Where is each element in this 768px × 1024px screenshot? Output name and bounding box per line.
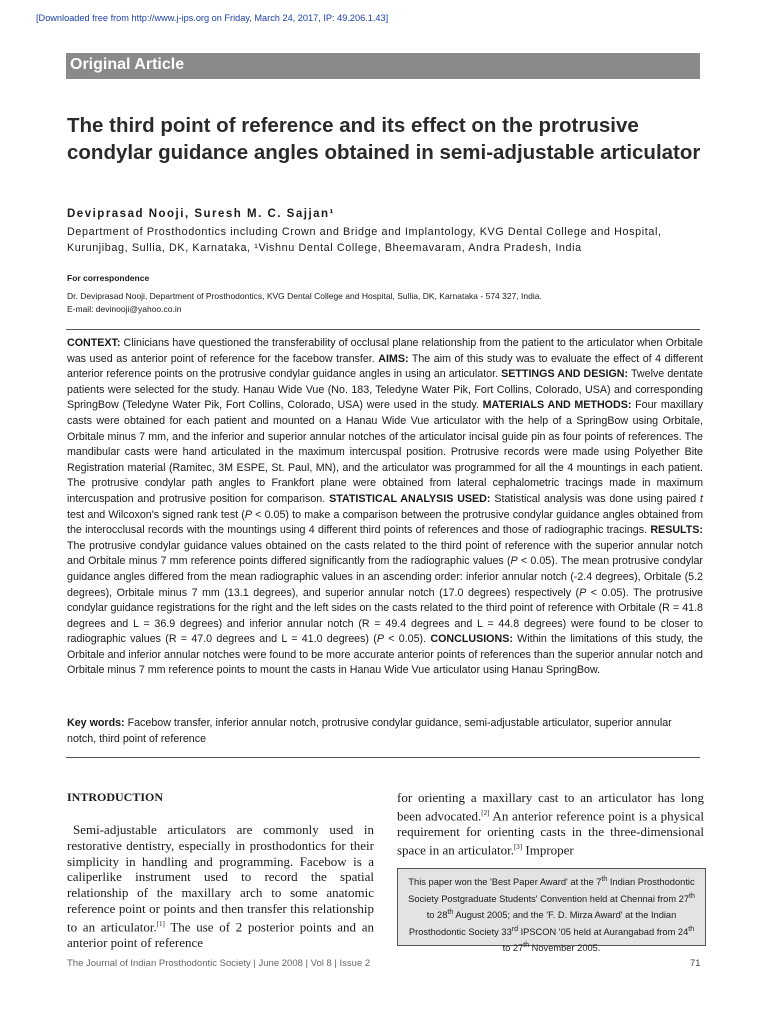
award-sup-d: rd [511, 925, 518, 933]
award-sup-c: th [447, 909, 454, 917]
award-text-a: This paper won the 'Best Paper Award' at the 7 [408, 877, 602, 888]
authors: Deviprasad Nooji, Suresh M. C. Sajjan¹ [67, 208, 335, 220]
abstract-bottom-rule [66, 757, 700, 758]
results-p2: P [579, 586, 587, 599]
section-banner [66, 53, 700, 79]
results-p3: P [376, 633, 384, 646]
award-text-g: November 2005. [529, 943, 601, 954]
results-text: The protrusive condylar guidance values obtained on the casts related to the third point of reference with the superior annular notch and Orbitale minus 7 mm reference points differed significantly from the radiographic values ( [67, 539, 703, 568]
left-col-text-b: The use of 2 posterior points and an anterior point of reference [67, 919, 374, 950]
award-text-e: IPSCON '05 held at Aurangabad from 24 [517, 926, 689, 937]
results-text-3: < 0.05). The protrusive condylar guidance registrations for the right and the left sides on the casts related to the third point of reference with Orbitale (R = 41.8 degrees and L = 36.9 degrees) and inferior annular notch (R = 49.4 degrees and L = 44.8 degrees) were found to be closer to radiographic values (R = 47.0 degrees and L = 41.0 degrees) ( [67, 586, 703, 646]
context-text: Clinicians have questioned the transferability of occlusal plane relationship from the patient to the articulator when Orbitale was used as anterior point of reference for the facebow transfer. [67, 337, 703, 365]
results-text-4: < 0.05). [383, 633, 431, 646]
download-notice: [Downloaded free from http://www.j-ips.org on Friday, March 24, 2017, IP: 49.206.1.43] [36, 13, 389, 23]
award-sup-e: th [688, 925, 695, 933]
award-text-d: August 2005; and the 'F. D. Mirza Award' at the Indian Prosthodontic Society 33 [408, 910, 677, 937]
left-column-text [67, 822, 374, 951]
stats-t: t [700, 492, 703, 505]
ref-3: [3] [513, 842, 523, 851]
right-column-text [397, 790, 704, 858]
award-sup-b: th [689, 892, 695, 900]
keywords-label: Key words: [67, 717, 125, 729]
abstract-top-rule [66, 329, 700, 330]
page-number: 71 [690, 958, 701, 969]
award-sup-a: th [601, 876, 608, 883]
settings-text: Twelve dentate patients were selected for the study. Hanau Wide Vue (No. 183, Teledyne Water Pik, Fort Collins, Colorado, USA) and corresponding SpringBow (Teledyne Water Pik, Fort Collins, Colorado, USA) were used in the study. [67, 368, 703, 412]
keywords [67, 716, 703, 747]
correspondence-address: Dr. Deviprasad Nooji, Department of Prosthodontics, KVG Dental College and Hospital, Sullia, DK, Karnataka - 574 327, India. [67, 291, 542, 301]
correspondence-email: E-mail: devinooji@yahoo.co.in [67, 304, 182, 314]
results-text-2: < 0.05). The mean protrusive condylar guidance angles differed from the mean radiographic values in an ascending order: inferior annular notch (-2.4 degrees), Orbitale (5.2 degrees), Orbitale minus 7 mm (13.1 degrees), and superior annular notch (17.0 degrees) respectively ( [67, 555, 703, 599]
award-text-b: Indian Prosthodontic Society Postgraduate Students' Convention held at Chennai from 27 [408, 877, 695, 904]
left-col-text-a: Semi-adjustable articulators are commonly used in restorative dentistry, especially in prosthodontics for their simplicity in handling and programming. Facebow is a caliperlike instrument used to record the spatial relationship of the maxillary arch to some anatomic reference point or points and then transfer this relationship to an articulator. [67, 822, 374, 935]
journal-footer: The Journal of Indian Prosthodontic Society | June 2008 | Vol 8 | Issue 2 [67, 958, 371, 969]
aims-text: The aim of this study was to evaluate the effect of 4 different anterior reference points on the protrusive condylar guidance angles in using an articulator. [67, 352, 704, 381]
award-text-c: to 28 [426, 910, 448, 921]
award-note-box [397, 868, 706, 954]
methods-label: MATERIALS AND METHODS: [482, 399, 632, 412]
stats-label: STATISTICAL ANALYSIS USED: [329, 492, 491, 505]
award-text-f: to 27 [502, 943, 524, 954]
right-col-text-c: Improper [522, 842, 574, 858]
keywords-text: Facebow transfer, inferior annular notch, protrusive condylar guidance, semi-adjustable articulator, superior annular notch, third point of reference [67, 717, 672, 745]
stats-text: Statistical analysis was done using paired [490, 492, 701, 505]
introduction-heading: INTRODUCTION [67, 790, 164, 804]
stats-text-2: test and Wilcoxon's signed rank test ( [67, 508, 245, 521]
results-p1: P [510, 555, 518, 568]
ref-2: [2] [481, 808, 490, 817]
abstract [67, 336, 703, 679]
context-label: CONTEXT: [67, 337, 121, 349]
section-label: Original Article [70, 56, 185, 73]
article-title: The third point of reference and its effect on the protrusive condylar guidance angles obtained in semi-adjustable articulator [67, 114, 701, 164]
conclusions-label: CONCLUSIONS: [430, 633, 513, 646]
methods-text: Four maxillary casts were obtained for each patient and mounted on a Hanau Wide Vue articulator with the help of a SpringBow using Orbitale, Orbitale minus 7 mm, and the inferior and superior annular notches of the articulator incisal guide pin as four points of references. The mandibular casts were hand articulated in the maximum intercuspal position. Protrusive records were made using Polyether Bite Registration material (Ramitec, 3M ESPE, St. Paul, MN), and the articulator was programmed for all the 4 mountings in each patient. The protrusive condylar path angles to Frankfort plane were obtained from lateral cephalometric tracings made in maximum intercuspation and protrusive position for comparison. [67, 399, 703, 505]
affiliation: Department of Prosthodontics including Crown and Bridge and Implantology, KVG Dental College and Hospital, Kurunjibag, Sullia, DK, Karnataka, ¹Vishnu Dental College, Bheemavaram, Andra Pradesh, India [67, 226, 662, 254]
aims-label: AIMS: [378, 352, 409, 365]
results-label: RESULTS: [650, 524, 703, 537]
settings-label: SETTINGS AND DESIGN: [501, 368, 629, 381]
correspondence-heading: For correspondence [67, 273, 150, 283]
right-col-text-b: An anterior reference point is a physical requirement for orienting casts in the three-dimensional space in an articulator. [397, 808, 705, 858]
award-sup-f: th [523, 942, 530, 950]
conclusions-text: Within the limitations of this study, the Orbitale and inferior annular notches were found to be more accurate anterior points of references than the superior annular notch and Orbitale minus 7 mm reference points to mount the casts in Hanau Wide Vue articulator using Hanau SpringBow. [67, 633, 703, 677]
right-col-text-a: for orienting a maxillary cast to an articulator has long been advocated. [397, 790, 704, 824]
correspondence-block [67, 290, 542, 316]
ref-1: [1] [156, 919, 165, 928]
stats-text-3: < 0.05) to make a comparison between the protrusive condylar guidance angles obtained from the interocclusal records with the mountings using 4 different third points of references and those of radiographic tracings. [67, 508, 704, 537]
award-note [406, 873, 697, 956]
stats-p: P [244, 508, 253, 521]
